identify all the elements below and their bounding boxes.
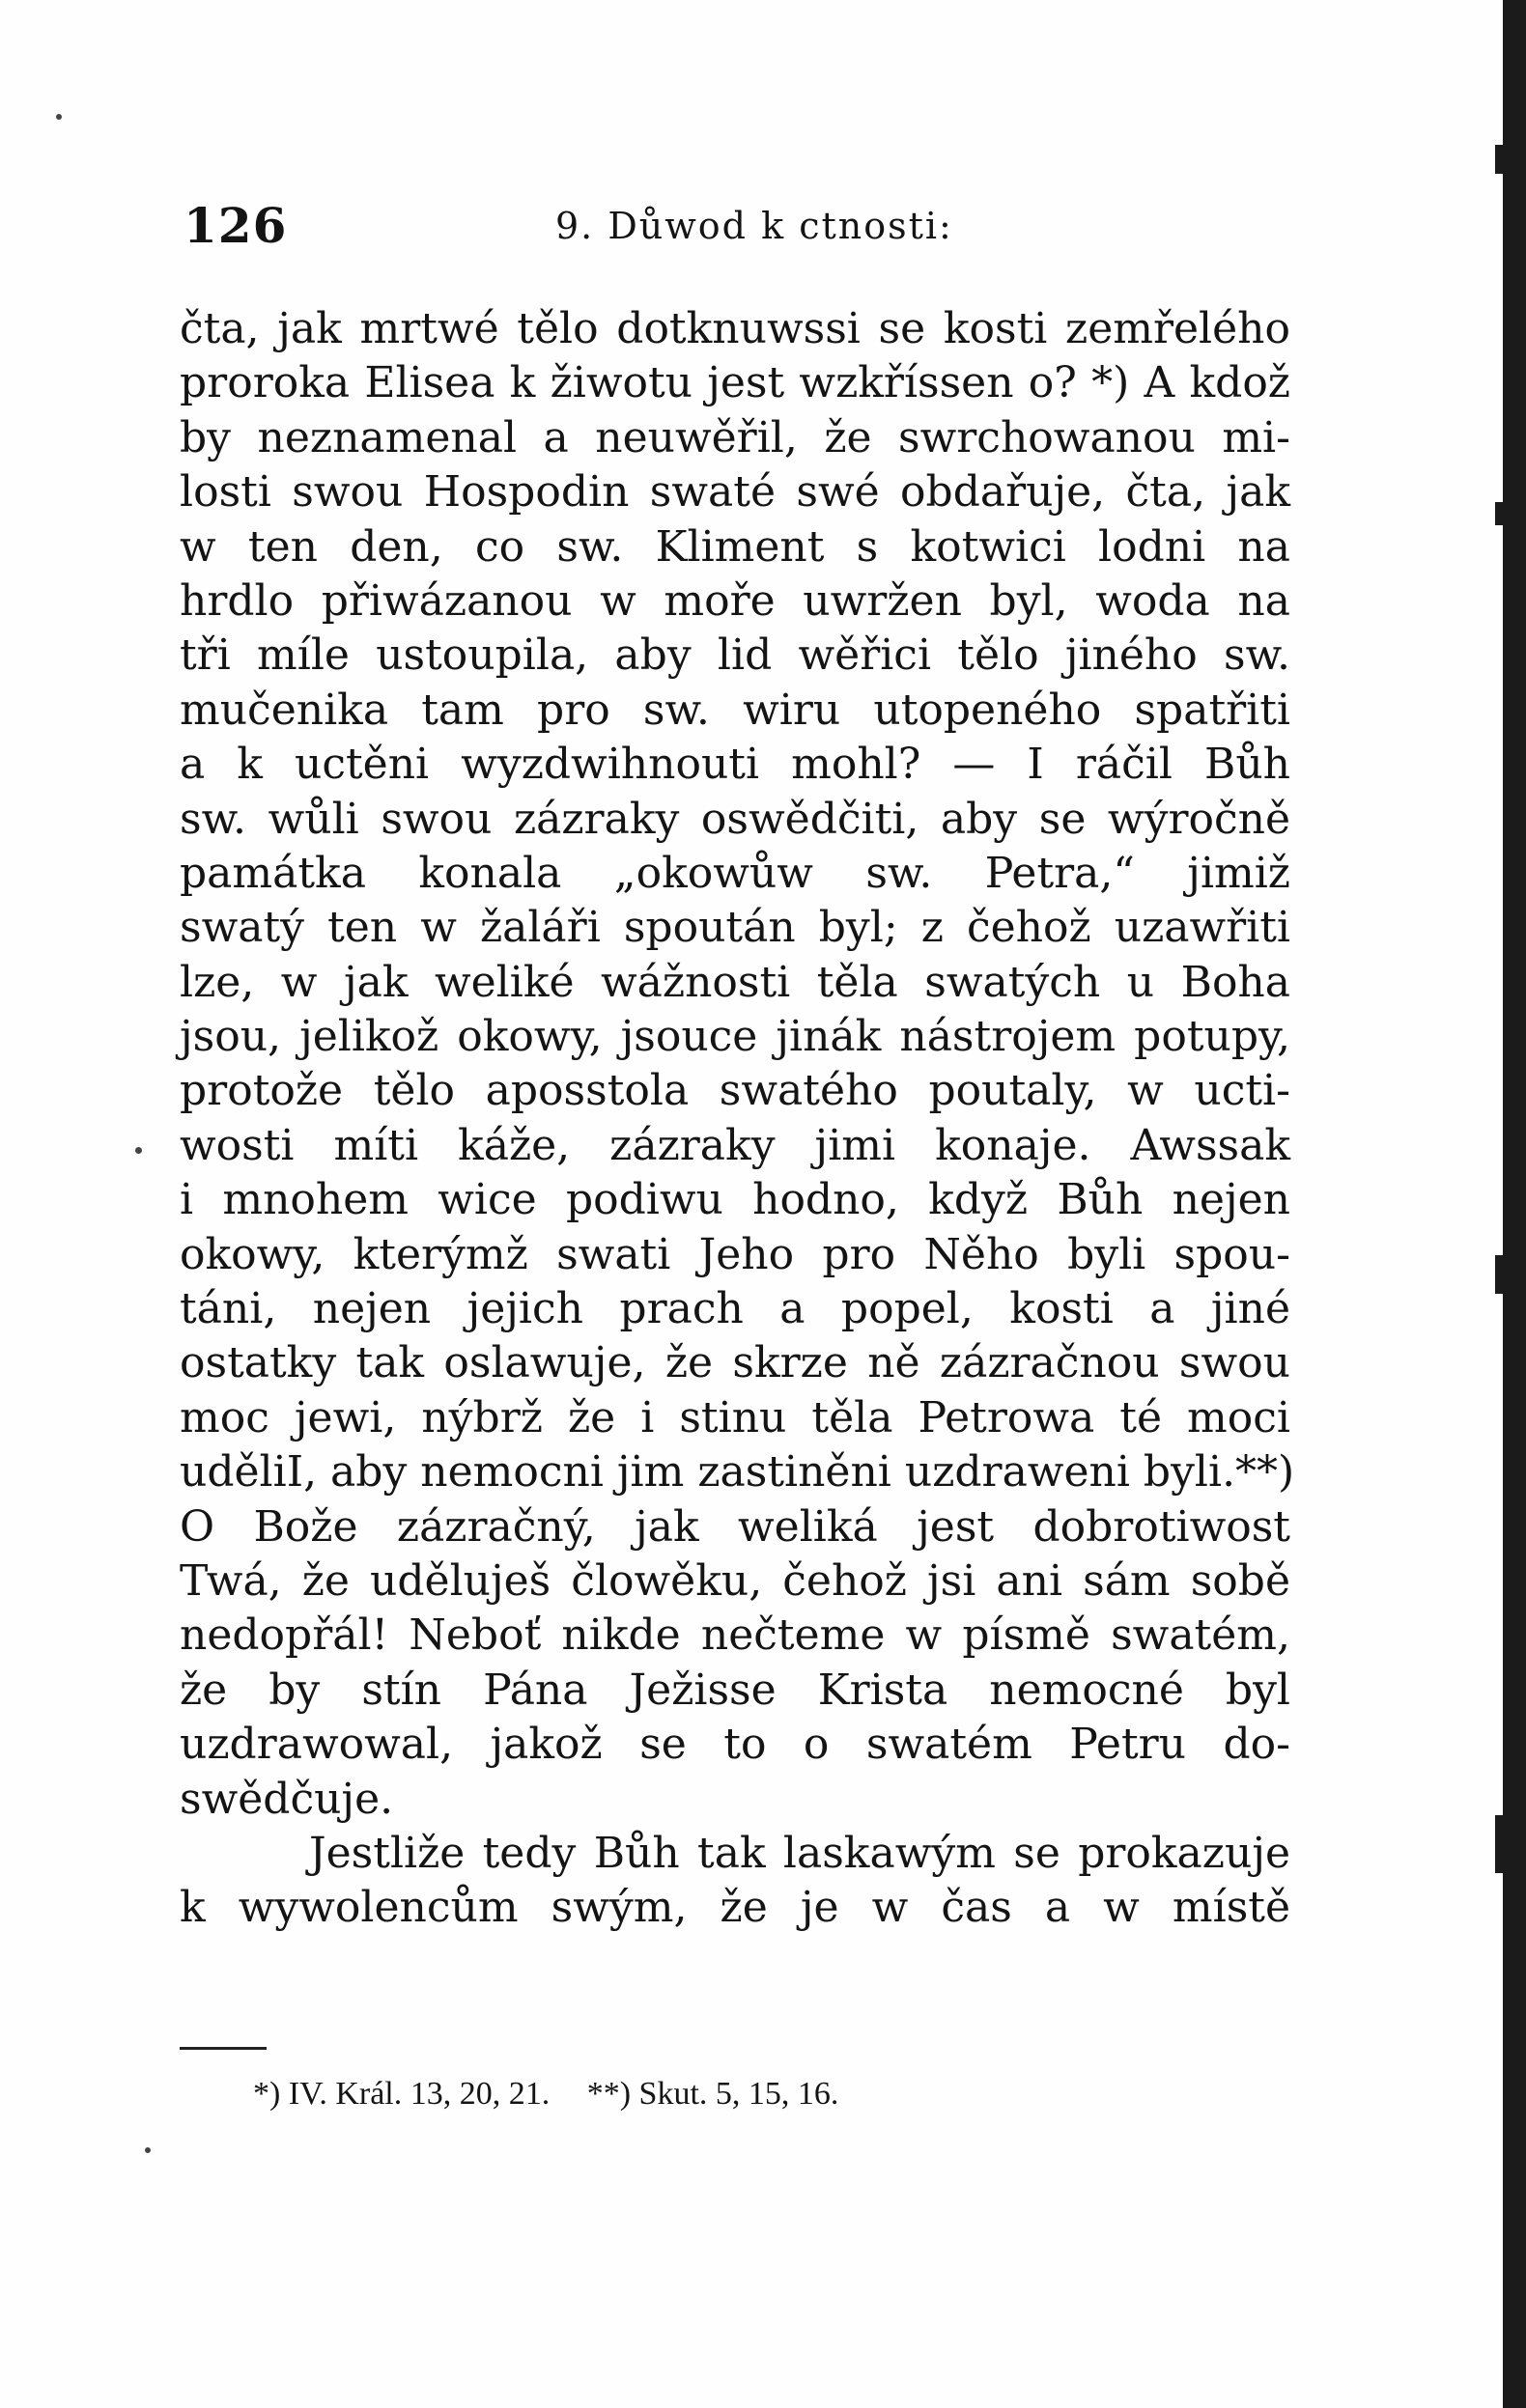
edge-mark bbox=[1495, 145, 1503, 174]
page-binding-edge bbox=[1503, 0, 1526, 2408]
footnote: *) IV. Král. 13, 20, 21. bbox=[253, 2076, 551, 2112]
text-line: mučenika tam pro sw. wiru utopeného spatřiti bbox=[180, 685, 1290, 735]
text-line: proroka Elisea k žiwotu jest wzkříssen o? *) A kdož bbox=[180, 358, 1290, 408]
text-line: uděliI, aby nemocni jim zastiněni uzdraweni byli.**) bbox=[180, 1447, 1295, 1498]
paragraph-start-line: Jestliže tedy Bůh tak laskawým se prokazuje bbox=[309, 1828, 1290, 1878]
text-line: lze, w jak weliké wážnosti těla swatých u Boha bbox=[180, 957, 1290, 1007]
text-line: k wywolencům swým, že je w čas a w místě bbox=[180, 1883, 1290, 1933]
paper-speck bbox=[135, 1147, 142, 1154]
text-line: ostatky tak oslawuje, že skrze ně zázračnou swou bbox=[180, 1338, 1290, 1388]
text-line: O Bože zázračný, jak weliká jest dobrotiwost bbox=[180, 1501, 1290, 1552]
text-line: losti swou Hospodin swaté swé obdařuje, čta, jak bbox=[180, 467, 1290, 518]
text-line: táni, nejen jejich prach a popel, kosti a jiné bbox=[180, 1284, 1290, 1334]
paper-speck bbox=[145, 2147, 151, 2153]
text-line: okowy, kterýmž swati Jeho pro Něho byli spou- bbox=[180, 1229, 1290, 1279]
page-header bbox=[174, 193, 1294, 270]
text-line: nedopřál! Neboť nikde nečteme w písmě swatém, bbox=[180, 1610, 1290, 1661]
footnotes bbox=[253, 2076, 867, 2113]
footnote-divider bbox=[180, 2047, 267, 2050]
text-line: moc jewi, nýbrž že i stinu těla Petrowa té moci bbox=[180, 1392, 1290, 1442]
text-line: protože tělo aposstola swatého poutaly, w ucti- bbox=[180, 1066, 1290, 1116]
text-line: hrdlo přiwázanou w moře uwržen byl, woda na bbox=[180, 575, 1290, 626]
text-line: Twá, že uděluješ člowěku, čehož jsi ani sám sobě bbox=[180, 1555, 1290, 1606]
text-line: swatý ten w žaláři spoután byl; z čehož uzawřiti bbox=[180, 903, 1290, 953]
text-line: a k uctěni wyzdwihnouti mohl? — I ráčil Bůh bbox=[180, 740, 1290, 790]
text-line: by neznamenal a neuwěřil, že swrchowanou mi- bbox=[180, 412, 1290, 462]
running-head: 9. Důwod k ctnosti: bbox=[555, 205, 953, 247]
text-line: sw. wůli swou zázraky oswědčiti, aby se wýročně bbox=[180, 794, 1290, 844]
edge-mark bbox=[1495, 1815, 1503, 1873]
page-number: 126 bbox=[184, 197, 288, 254]
paper-speck bbox=[56, 114, 62, 120]
text-line: swědčuje. bbox=[180, 1774, 394, 1824]
edge-mark bbox=[1495, 502, 1503, 525]
footnote: **) Skut. 5, 15, 16. bbox=[586, 2076, 839, 2112]
text-line: i mnohem wice podiwu hodno, když Bůh nejen bbox=[180, 1175, 1290, 1225]
edge-mark bbox=[1495, 1255, 1503, 1294]
text-line: jsou, jelikož okowy, jsouce jinák nástrojem potupy, bbox=[180, 1012, 1290, 1062]
body-text bbox=[180, 302, 1295, 1936]
text-line: uzdrawowal, jakož se to o swatém Petru do- bbox=[180, 1720, 1290, 1770]
text-line: wosti míti káže, zázraky jimi konaje. Awssak bbox=[180, 1120, 1290, 1170]
text-line: že by stín Pána Ježisse Krista nemocné byl bbox=[180, 1665, 1290, 1715]
text-line: památka konala „okowůw sw. Petra,“ jimiž bbox=[180, 848, 1290, 898]
text-line: w ten den, co sw. Kliment s kotwici lodni na bbox=[180, 521, 1290, 572]
text-line: tři míle ustoupila, aby lid wěřici tělo jiného sw. bbox=[180, 630, 1290, 681]
text-line: čta, jak mrtwé tělo dotknuwssi se kosti zemřelého bbox=[180, 304, 1290, 353]
